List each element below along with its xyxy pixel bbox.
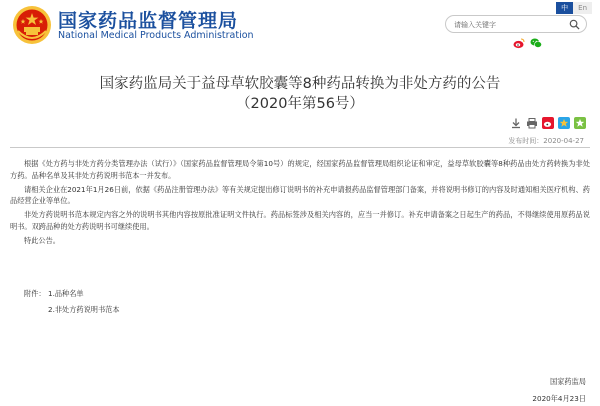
language-switch xyxy=(556,2,592,14)
article-title xyxy=(0,74,600,114)
article-tools xyxy=(510,117,586,129)
title-divider xyxy=(10,147,590,148)
lang-en-button[interactable]: En xyxy=(573,2,592,14)
search-icon[interactable] xyxy=(569,19,580,30)
article-body xyxy=(10,158,590,249)
publish-date: 发布时间：2020-04-27 xyxy=(508,137,584,145)
article-paragraph: 非处方药说明书范本规定内容之外的说明书其他内容按原批准证明文件执行。药品标签涉及相关内容的，应当一并修订。补充申请备案之日起生产的药品，不得继续使用原药品说明书。双跨品种的处方药说明书可继续使用。 xyxy=(10,210,590,231)
national-emblem-icon xyxy=(12,5,52,45)
site-title-cn[interactable]: 国家药品监督管理局 xyxy=(58,10,239,32)
article-title-line-1: 国家药监局关于益母草软胶囊等8种药品转换为非处方药的公告 xyxy=(99,76,501,92)
print-icon[interactable] xyxy=(526,117,538,129)
weibo-icon[interactable] xyxy=(513,37,525,49)
download-icon[interactable] xyxy=(510,117,522,129)
article-paragraph: 根据《处方药与非处方药分类管理办法（试行）》（国家药品监督管理局令第10号）的规定，经国家药品监督管理局组织论证和审定，益母草软胶囊等8种药品由处方药转换为非处方药。品种名单及其非处方药说明书范本一并发布。 xyxy=(10,159,590,180)
site-header xyxy=(0,0,600,52)
article-title-line-2: （2020年第56号） xyxy=(236,96,364,112)
article-paragraph: 请相关企业在2021年1月26日前，依据《药品注册管理办法》等有关规定提出修订说明书的补充申请报药品监督管理部门备案，并将说明书修订的内容及时通知相关医疗机构、药品经营企业等单位。 xyxy=(10,184,590,205)
lang-cn-button[interactable]: 中 xyxy=(556,2,573,14)
signature-date: 2020年4月23日 xyxy=(532,394,586,403)
attachments-label: 附件： xyxy=(24,289,46,298)
search-box xyxy=(445,15,587,33)
wechat-icon[interactable] xyxy=(530,37,542,49)
attachment-link-1[interactable]: 1.品种名单 xyxy=(48,289,84,298)
signature-org: 国家药监局 xyxy=(550,377,586,386)
share-star-icon[interactable] xyxy=(574,117,586,129)
share-qzone-icon[interactable] xyxy=(558,117,570,129)
search-input[interactable] xyxy=(454,18,564,31)
attachment-link-2[interactable]: 2.非处方药说明书范本 xyxy=(48,305,120,314)
site-title-en[interactable]: National Medical Products Administration xyxy=(58,30,254,41)
attachments-list xyxy=(24,286,120,318)
article-paragraph: 特此公告。 xyxy=(24,235,60,245)
share-weibo-icon[interactable] xyxy=(542,117,554,129)
